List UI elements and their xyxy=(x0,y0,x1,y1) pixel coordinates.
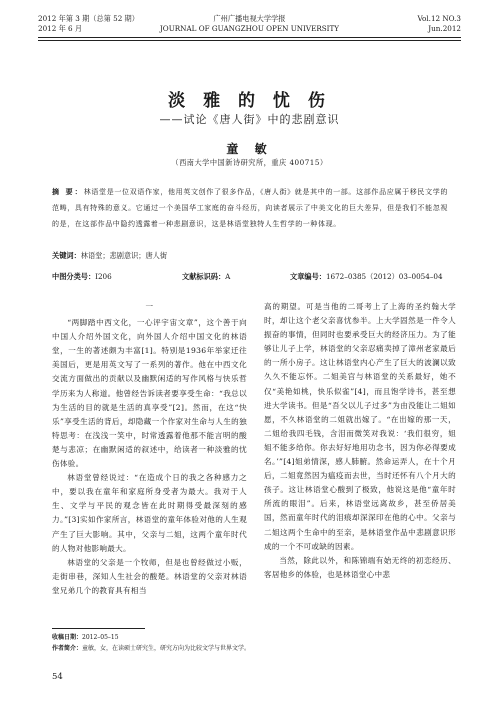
doc-value: A xyxy=(225,272,231,281)
clc-code xyxy=(52,272,112,282)
body-paragraph: 高的期望。可是当他的二哥考上了上海的圣约翰大学时，却让这个老父亲喜忧参半。上大学固然是一件令人振奋的事情，但同时也要承受巨大的经济压力。为了能够让儿子上学，林语堂的父亲忍痛卖掉了漳州老家最后的一所小房子。这让林语堂内心产生了巨大的波澜以致久久不能忘怀。二姐美宫与林语堂的关系最好，她不仅“美艳如桃，快乐似雀”[4]，而且饱学诗书，甚至想进大学读书。但是“吾父以儿子过多”为由没能让二姐如愿，不久林语堂的二姐就出嫁了。“在出嫁的那一天，二姐给我四毛钱，含泪而微笑对我说：‘我们很穷，姐姐不能多给你。你去好好地用功念书，因为你必得要成名。’”[4]姐弟情深，感人肺腑。然命运弄人，在十个月后，二姐竟然因为瘟疫而去世，当时还怀有八个月大的孩子。这让林语堂心酸到了极致，他说这是他“童年时所流的眼泪”。后来，林语堂远离故乡，甚至侨居美国，然而童年时代的泪痕却深深印在他的心中。父亲与二姐这两个生命中的至亲，是林语堂作品中悲剧意识形成的一个不可或缺的因素。 xyxy=(264,302,456,551)
article-id xyxy=(290,272,443,282)
body-paragraph: 当然，除此以外，和陈锦端有始无终的初恋经历、客居他乡的体验，也是林语堂心中悲 xyxy=(264,555,456,579)
page-number: 54 xyxy=(52,672,63,682)
article-id-label: 文章编号： xyxy=(290,272,326,281)
author-bio-label: 作者简介： xyxy=(52,645,83,652)
body-column-left xyxy=(52,300,247,598)
body-paragraph: “两脚踏中西文化，一心评宇宙文章”，这个善于向中国人介绍外国文化，向外国人介绍中国文化的林语堂，一生的著述颇为丰富[1]。特别是1936年举家迁往美国后，更是用英文写了一系列的著作。他在中西文化交流方面做出的贡献以及幽默闲适的写作风格与快乐哲学历来为人称道。他曾经告诉读者要享受生命：“我总以为生活的目的就是生活的真享受”[2]。然而，在这“快乐”享受生活的背后，却隐藏一个作家对生命与人生的独特思考：在浅浅一笑中，时常透露着他那不能言明的酸楚与悲凉；在幽默闲适的叙述中，给读者一种淡雅的忧伤体验。 xyxy=(52,318,247,469)
abstract-text: 林语堂是一位双语作家，他用英文创作了很多作品，《唐人街》就是其中的一部。这部作品应属于移民文学的范畴，具有特殊的意义。它通过一个美国华工家庭的奋斗经历，向读者展示了中美文化的巨大差异，但是我们不能忽视的是，在这部作品中隐约透露着一种悲剧意识，这是林语堂独特人生哲学的一种体现。 xyxy=(52,188,448,228)
received-date xyxy=(52,632,250,643)
keywords-text: 林语堂；悲剧意识；唐人街 xyxy=(80,251,168,260)
doc-code xyxy=(182,272,230,282)
author-bio xyxy=(52,643,250,654)
header-volume: Vol.12 NO.3 xyxy=(417,14,461,23)
footnote xyxy=(52,632,250,654)
header-journal-en: JOURNAL OF GUANGZHOU OPEN UNIVERSITY xyxy=(159,24,340,33)
received-label: 收稿日期： xyxy=(52,634,83,641)
clc-value: I206 xyxy=(95,272,112,281)
header-date-cn: 2012 年 6 月 xyxy=(38,24,83,33)
received-value: 2012–05–15 xyxy=(82,634,119,641)
section-number: 一 xyxy=(145,302,154,311)
footnote-rule xyxy=(52,628,145,629)
header-issue: 2012 年第 3 期（总第 52 期） xyxy=(38,14,139,23)
article-id-value: 1672–0385（2012）03–0054–04 xyxy=(325,272,443,281)
header-date-en: Jun.2012 xyxy=(428,24,461,33)
header-journal-cn: 广州广播电视大学学报 xyxy=(213,14,286,23)
keywords-label: 关键词： xyxy=(52,251,81,260)
keywords xyxy=(52,251,167,261)
body-column-right xyxy=(264,300,456,582)
clc-label: 中图分类号： xyxy=(52,272,96,281)
body-paragraph: 林语堂的父亲是一个牧师，但是也曾经做过小贩，走街串巷，深知人生社会的酸楚。林语堂的父亲对林语堂兄弟几个的教育具有相当 xyxy=(52,557,247,595)
article-title: 淡 雅 的 忧 伤 xyxy=(168,91,331,111)
header-rule-thick xyxy=(38,37,461,38)
doc-label: 文献标识码： xyxy=(182,272,226,281)
author-affiliation: （西南大学中国新诗研究所，重庆 400715） xyxy=(171,158,328,167)
abstract xyxy=(52,184,448,232)
body-paragraph: 林语堂曾经说过：“在造成个日的我之各种感力之中，要以我在童年和家庭所身受者为最大。我对于人生、文学与平民的观念皆在此时期得受最深刻的感力。”[3]实如作家所言，林语堂的童年体验对他的人生观产生了巨大影响。其中，父亲与二姐，这两个童年时代的人物对他影响最大。 xyxy=(52,473,247,553)
header-rule-thin xyxy=(38,40,461,41)
author-bio-value: 童敏，女，在读硕士研究生，研究方向为比较文学与世界文学。 xyxy=(82,645,251,652)
article-subtitle: ——试论《唐人街》中的悲剧意识 xyxy=(159,113,340,126)
article-author: 童 敏 xyxy=(226,142,273,156)
abstract-label: 摘 要： xyxy=(52,188,84,196)
